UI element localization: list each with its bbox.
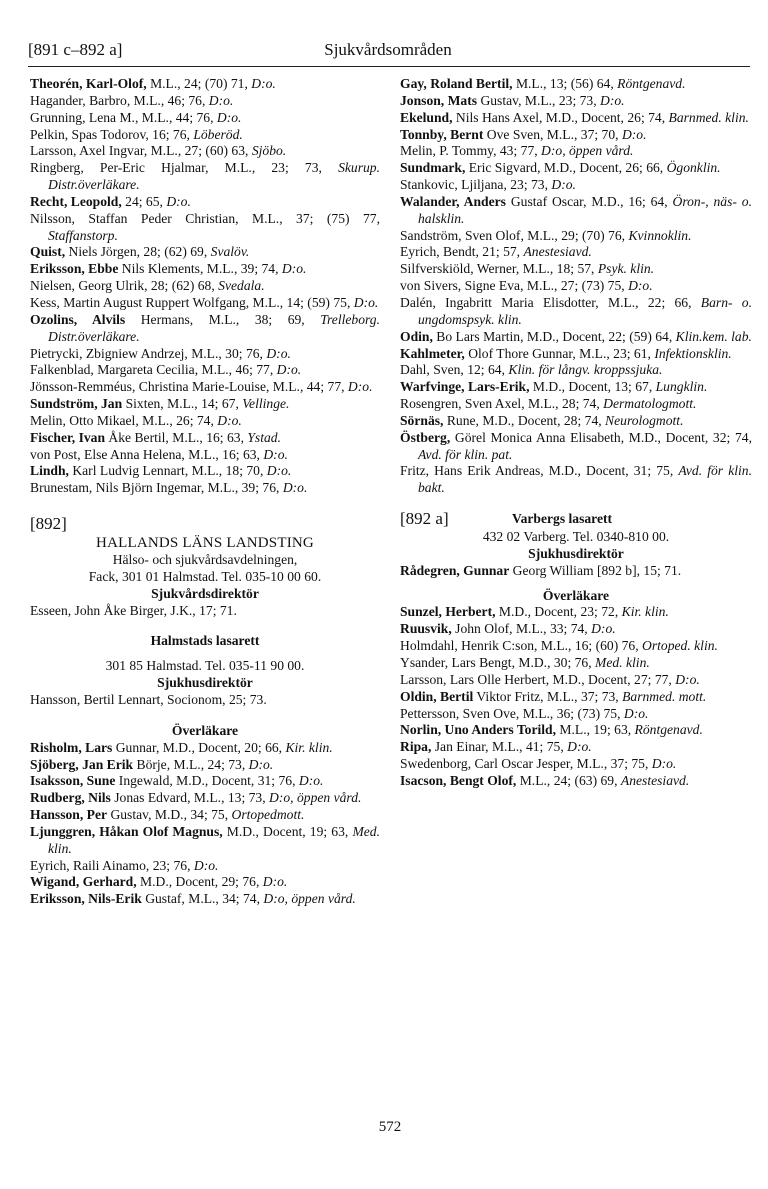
running-title: Sjukvårdsområden: [324, 40, 452, 59]
role-heading: Överläkare: [171, 722, 239, 738]
section-number-892: [892]: [30, 514, 67, 534]
entry-details: Karl Ludvig Lennart, M.L., 18; 70,: [68, 463, 267, 479]
entry-location: Vellinge.: [242, 396, 290, 412]
entry-name: Lindh,: [30, 463, 69, 479]
directory-entry: [400, 329, 752, 346]
directory-entry: [400, 93, 752, 110]
entry-location: Ystad.: [247, 429, 281, 445]
entry-details: Kess, Martin August Ruppert Wolfgang, M.L., 14; (59) 75,: [30, 294, 354, 310]
directory-entry: [30, 127, 380, 144]
page-number: 572: [378, 1119, 402, 1135]
directory-entry: [30, 278, 380, 295]
directory-entry: [400, 278, 752, 295]
entry-location: Svalöv.: [210, 244, 250, 260]
section-number-892a: [892 a]: [400, 509, 449, 529]
entry-name: Ruusvik,: [400, 621, 452, 637]
entry-details: M.D., Docent, 23; 72,: [495, 604, 622, 620]
entry-details: Melin, P. Tommy, 43; 77,: [400, 143, 542, 159]
entry-details: Sandström, Sven Olof, M.L., 29; (70) 76,: [400, 227, 629, 243]
entry-location: D:o.: [216, 109, 242, 125]
directory-entry: [400, 194, 752, 228]
department-address: Fack, 301 01 Halmstad. Tel. 035-10 00 60.: [88, 568, 322, 584]
entry-details: Larsson, Lars Olle Herbert, M.D., Docent, 27; 77,: [400, 671, 676, 687]
entry-name: Recht, Leopold,: [30, 193, 122, 209]
directory-entry: [30, 773, 380, 790]
entry-location: Psyk. klin.: [597, 261, 655, 277]
entry-name: Wigand, Gerhard,: [30, 874, 137, 890]
entry-location: D:o, öppen vård.: [269, 790, 362, 806]
entry-details: Ringberg, Per-Eric Hjalmar, M.L., 23; 73,: [30, 160, 339, 176]
entry-name: Kahlmeter,: [400, 345, 465, 361]
entry-location: D:o.: [266, 463, 292, 479]
entry-details: Gunnar, M.D., Docent, 20; 66,: [112, 739, 286, 755]
entry-details: Görel Monica Anna Elisabeth, M.D., Docent, 32; 74,: [450, 429, 752, 445]
entry-name: Jonson, Mats: [400, 92, 478, 108]
entry-details: Nils Hans Axel, M.D., Docent, 26; 74,: [452, 109, 669, 125]
directory-entry: [30, 807, 380, 824]
entry-details: M.L., 24; (70) 71,: [146, 76, 252, 91]
directory-entry: [30, 413, 380, 430]
director-entry: Esseen, John Åke Birger, J.K., 17; 71.: [30, 602, 237, 618]
directory-entry: [30, 76, 380, 93]
entry-details: Åke Bertil, M.L., 16; 63,: [105, 429, 248, 445]
directory-entry: [400, 413, 752, 430]
header-rule: [28, 66, 750, 67]
entry-location: Ortoped. klin.: [642, 638, 718, 654]
entry-location: D:o.: [621, 126, 647, 142]
role-heading: Överläkare: [542, 587, 610, 603]
entry-location: D:o, öppen vård.: [263, 891, 356, 907]
right-entry-list: [400, 76, 752, 497]
entry-details: Silfverskiöld, Werner, M.L., 18; 57,: [400, 261, 598, 277]
hospital-name: Varbergs lasarett: [512, 511, 613, 527]
halmstad-entry-list: [30, 740, 380, 908]
varberg-entry-list: [400, 604, 752, 789]
entry-location: D:o.: [600, 92, 625, 108]
directory-entry: [30, 447, 380, 464]
directory-entry: [30, 379, 380, 396]
directory-entry: [30, 160, 380, 194]
entry-location: D:o, öppen vård.: [541, 143, 634, 159]
directory-entry: [30, 362, 380, 379]
directory-entry: [400, 655, 752, 672]
entry-details: Pettersson, Sven Ove, M.L., 36; (73) 75,: [400, 705, 624, 721]
directory-entry: [400, 756, 752, 773]
entry-details: Gustav, M.D., 34; 75,: [107, 807, 232, 823]
entry-location: Barnmed. klin.: [668, 109, 749, 125]
entry-location: Röntgenavd.: [617, 76, 686, 91]
directory-entry: [400, 722, 752, 739]
entry-location: D:o.: [628, 278, 653, 294]
entry-location: D:o.: [567, 739, 592, 755]
entry-details: M.D., Docent, 19; 63,: [222, 823, 353, 839]
entry-details: Pelkin, Spas Todorov, 16; 76,: [30, 126, 194, 142]
entry-name: Quist,: [30, 244, 66, 260]
entry-location: Skurup. Distr.överläkare.: [48, 160, 380, 193]
entry-details: Swedenborg, Carl Oscar Jesper, M.L., 37; 75,: [400, 756, 652, 772]
entry-details: Rosengren, Sven Axel, M.L., 28; 74,: [400, 396, 604, 412]
directory-entry: [30, 244, 380, 261]
directory-entry: [30, 480, 380, 497]
entry-details: Nilsson, Staffan Peder Christian, M.L., 37; (75) 77,: [30, 210, 380, 226]
entry-details: Hermans, M.L., 38; 69,: [125, 311, 321, 327]
hospital-director-entry: [400, 563, 752, 580]
entry-name: Östberg,: [400, 429, 451, 445]
entry-location: D:o.: [217, 412, 242, 428]
entry-location: D:o.: [248, 756, 274, 772]
entry-location: Klin.kem. lab.: [675, 328, 752, 344]
entry-details: von Sivers, Signe Eva, M.L., 27; (73) 75,: [400, 278, 629, 294]
directory-entry: [30, 858, 380, 875]
entry-details: Ingewald, M.D., Docent, 31; 76,: [115, 773, 299, 789]
role-heading: Sjukvårdsdirektör: [151, 585, 259, 601]
left-entry-list: [30, 76, 380, 497]
entry-details: John Olof, M.L., 33; 74,: [451, 621, 592, 637]
directory-entry: [400, 773, 752, 790]
entry-location: D:o.: [651, 756, 677, 772]
directory-entry: [30, 143, 380, 160]
entry-location: D:o.: [262, 874, 288, 890]
entry-location: Neurologmott.: [605, 412, 684, 428]
entry-location: Kir. klin.: [285, 739, 333, 755]
entry-details: M.D., Docent, 29; 76,: [136, 874, 263, 890]
entry-name: Sundmark,: [400, 160, 466, 176]
entry-name: Norlin, Uno Anders Torild,: [400, 722, 556, 738]
entry-location: Med. klin.: [595, 655, 650, 670]
entry-location: Lungklin.: [655, 379, 708, 395]
entry-location: D:o.: [298, 773, 324, 789]
directory-entry: [30, 110, 380, 127]
entry-name: Eriksson, Nils-Erik: [30, 891, 142, 907]
entry-location: Anestesiavd.: [620, 772, 690, 788]
entry-details: 24; 65,: [121, 193, 167, 209]
directory-entry: [400, 638, 752, 655]
directory-entry: [30, 790, 380, 807]
entry-location: Barnmed. mott.: [622, 688, 707, 704]
entry-details: Eyrich, Bendt, 21; 57,: [400, 244, 524, 260]
entry-details: Jan Einar, M.L., 41; 75,: [431, 739, 568, 755]
entry-location: Klin. för långv. kroppssjuka.: [508, 362, 663, 378]
left-column: [30, 76, 380, 908]
entry-name: Sunzel, Herbert,: [400, 604, 496, 620]
directory-entry: [400, 110, 752, 127]
entry-details: Viktor Fritz, M.L., 37; 73,: [473, 688, 623, 704]
entry-name: Sörnäs,: [400, 412, 444, 428]
entry-name: Eriksson, Ebbe: [30, 261, 119, 277]
entry-location: Öron-, näs- o. halsklin.: [418, 193, 752, 226]
entry-location: D:o.: [266, 345, 291, 361]
entry-details: Gustaf, M.L., 34; 74,: [141, 891, 264, 907]
entry-details: M.L., 19; 63,: [556, 722, 635, 738]
directory-entry: [400, 76, 752, 93]
entry-name: Warfvinge, Lars-Erik,: [400, 379, 530, 395]
entry-location: Avd. för klin. bakt.: [418, 463, 752, 496]
entry-location: Ortopedmott.: [231, 807, 305, 823]
directory-entry: [30, 757, 380, 774]
entry-details: Olof Thore Gunnar, M.L., 23; 61,: [464, 345, 655, 361]
entry-location: D:o.: [166, 193, 191, 209]
directory-entry: [400, 346, 752, 363]
director-name: Rådegren, Gunnar: [400, 562, 510, 578]
entry-details: Dalén, Ingabritt Maria Elisdotter, M.L., 22; 66,: [400, 294, 701, 310]
entry-location: Sjöbo.: [251, 143, 287, 159]
directory-entry: [30, 312, 380, 346]
entry-name: Hansson, Per: [30, 807, 108, 823]
entry-details: Melin, Otto Mikael, M.L., 26; 74,: [30, 412, 218, 428]
entry-name: Isaksson, Sune: [30, 773, 116, 789]
entry-location: D:o.: [347, 379, 373, 395]
entry-details: Falkenblad, Margareta Cecilia, M.L., 46; 77,: [30, 362, 277, 378]
page-header: [28, 40, 748, 64]
directory-entry: [400, 689, 752, 706]
entry-location: Anestesiavd.: [523, 244, 592, 260]
entry-location: Svedala.: [218, 278, 265, 294]
entry-details: Sixten, M.L., 14; 67,: [122, 396, 243, 412]
entry-name: Odin,: [400, 328, 433, 344]
entry-details: Eyrich, Raili Ainamo, 23; 76,: [30, 857, 194, 873]
directory-entry: [400, 261, 752, 278]
entry-location: Ögonklin.: [666, 160, 721, 176]
role-heading: Sjukhusdirektör: [528, 545, 624, 561]
entry-name: Ozolins, Alvils: [30, 311, 126, 327]
directory-entry: [30, 211, 380, 245]
hospital-name: Halmstads lasarett: [150, 633, 260, 649]
entry-details: Grunning, Lena M., M.L., 44; 76,: [30, 109, 217, 125]
entry-name: Walander, Anders: [400, 193, 506, 209]
directory-entry: [30, 194, 380, 211]
hospital-address: 301 85 Halmstad. Tel. 035-11 90 00.: [105, 658, 305, 674]
entry-details: Nils Klements, M.L., 39; 74,: [118, 261, 282, 277]
entry-details: Bo Lars Martin, M.D., Docent, 22; (59) 64,: [432, 328, 676, 344]
entry-details: Ysander, Lars Bengt, M.D., 30; 76,: [400, 655, 596, 670]
entry-location: D:o.: [675, 671, 700, 687]
entry-details: M.L., 24; (63) 69,: [516, 772, 621, 788]
entry-details: M.D., Docent, 13; 67,: [529, 379, 656, 395]
entry-location: D:o.: [281, 261, 307, 277]
entry-name: Rudberg, Nils: [30, 790, 111, 806]
entry-name: Sjöberg, Jan Erik: [30, 756, 134, 772]
hospital-address: 432 02 Varberg. Tel. 0340-810 00.: [482, 529, 670, 545]
entry-name: Sundström, Jan: [30, 396, 123, 412]
entry-location: Barn- o. ungdomspsyk. klin.: [418, 294, 752, 327]
directory-entry: [400, 362, 752, 379]
directory-entry: [400, 621, 752, 638]
entry-location: Trelleborg. Distr.överläkare.: [48, 311, 380, 344]
directory-entry: [400, 379, 752, 396]
directory-entry: [400, 739, 752, 756]
directory-entry: [400, 706, 752, 723]
entry-name: Tonnby, Bernt: [400, 126, 484, 142]
entry-name: Oldin, Bertil: [400, 688, 474, 704]
directory-entry: [400, 463, 752, 497]
directory-entry: [30, 261, 380, 278]
entry-details: Holmdahl, Henrik C:son, M.L., 16; (60) 76,: [400, 638, 643, 654]
entry-location: Löberöd.: [193, 126, 243, 142]
directory-entry: [400, 672, 752, 689]
entry-location: Röntgenavd.: [634, 722, 703, 738]
directory-entry: [400, 160, 752, 177]
entry-details: Börje, M.L., 24; 73,: [133, 756, 249, 772]
directory-entry: [400, 228, 752, 245]
directory-entry: [30, 891, 380, 908]
directory-entry: [30, 824, 380, 858]
directory-entry: [30, 463, 380, 480]
entry-location: D:o.: [551, 177, 576, 193]
entry-name: Isacson, Bengt Olof,: [400, 772, 517, 788]
entry-location: D:o.: [282, 480, 308, 496]
entry-location: D:o.: [263, 446, 288, 462]
section-title: HALLANDS LÄNS LANDSTING: [96, 535, 314, 552]
entry-location: Med. klin.: [48, 823, 380, 856]
role-heading: Sjukhusdirektör: [157, 675, 253, 691]
directory-entry: [30, 874, 380, 891]
entry-details: Gustaf Oscar, M.D., 16; 64,: [505, 193, 673, 209]
entry-details: Gustav, M.L., 23; 73,: [477, 92, 601, 108]
directory-entry: [400, 143, 752, 160]
entry-location: Avd. för klin. pat.: [418, 446, 513, 462]
entry-details: Pietrycki, Zbigniew Andrzej, M.L., 30; 76,: [30, 345, 267, 361]
entry-location: D:o.: [276, 362, 302, 378]
entry-details: Stankovic, Ljiljana, 23; 73,: [400, 177, 552, 193]
directory-entry: [400, 396, 752, 413]
director-details: Georg William [892 b], 15; 71.: [509, 562, 682, 578]
hospital-director-entry: Hansson, Bertil Lennart, Socionom, 25; 73.: [30, 692, 267, 707]
entry-name: Fischer, Ivan: [30, 429, 106, 445]
right-column: [400, 76, 752, 790]
entry-name: Ripa,: [400, 739, 432, 755]
entry-details: Hagander, Barbro, M.L., 46; 76,: [30, 92, 209, 108]
entry-location: Kir. klin.: [621, 604, 669, 620]
entry-details: Jönsson-Remméus, Christina Marie-Louise, M.L., 44; 77,: [30, 379, 348, 395]
department-line: Hälso- och sjukvårdsavdelningen,: [112, 552, 298, 568]
directory-entry: [30, 346, 380, 363]
directory-entry: [400, 430, 752, 464]
directory-entry: [30, 740, 380, 757]
entry-location: D:o.: [353, 294, 379, 310]
entry-location: D:o.: [591, 621, 616, 637]
entry-details: von Post, Else Anna Helena, M.L., 16; 63,: [30, 446, 264, 462]
entry-details: Rune, M.D., Docent, 28; 74,: [443, 412, 606, 428]
page-range: [891 c–892 a]: [28, 40, 123, 59]
entry-location: Kvinnoklin.: [628, 227, 692, 243]
entry-name: Risholm, Lars: [30, 739, 113, 755]
entry-details: Jonas Edvard, M.L., 13; 73,: [110, 790, 270, 806]
section-892a-header: [400, 509, 752, 529]
directory-entry: [30, 430, 380, 447]
entry-name: Ljunggren, Håkan Olof Magnus,: [30, 823, 223, 839]
entry-name: Ekelund,: [400, 109, 453, 125]
entry-details: Brunestam, Nils Björn Ingemar, M.L., 39; 76,: [30, 480, 283, 496]
entry-details: Larsson, Axel Ingvar, M.L., 27; (60) 63,: [30, 143, 252, 159]
entry-location: Infektionsklin.: [654, 345, 732, 361]
entry-location: D:o.: [251, 76, 276, 91]
entry-details: Nielsen, Georg Ulrik, 28; (62) 68,: [30, 278, 219, 294]
directory-entry: [400, 127, 752, 144]
entry-details: Niels Jörgen, 28; (62) 69,: [65, 244, 211, 260]
entry-details: Dahl, Sven, 12; 64,: [400, 362, 509, 378]
entry-name: Gay, Roland Bertil,: [400, 76, 513, 91]
entry-location: D:o.: [193, 857, 219, 873]
directory-entry: [30, 93, 380, 110]
entry-details: Ove Sven, M.L., 37; 70,: [483, 126, 622, 142]
directory-entry: [400, 244, 752, 261]
entry-name: Theorén, Karl-Olof,: [30, 76, 147, 91]
directory-entry: [400, 295, 752, 329]
entry-details: M.L., 13; (56) 64,: [512, 76, 618, 91]
directory-entry: [30, 295, 380, 312]
entry-details: Fritz, Hans Erik Andreas, M.D., Docent, 31; 75,: [400, 463, 679, 479]
entry-location: D:o.: [623, 705, 649, 721]
entry-location: Staffanstorp.: [48, 227, 118, 243]
directory-entry: [400, 177, 752, 194]
directory-entry: [400, 604, 752, 621]
entry-location: Dermatologmott.: [603, 396, 697, 412]
directory-entry: [30, 396, 380, 413]
entry-details: Eric Sigvard, M.D., Docent, 26; 66,: [465, 160, 667, 176]
entry-location: D:o.: [208, 92, 234, 108]
